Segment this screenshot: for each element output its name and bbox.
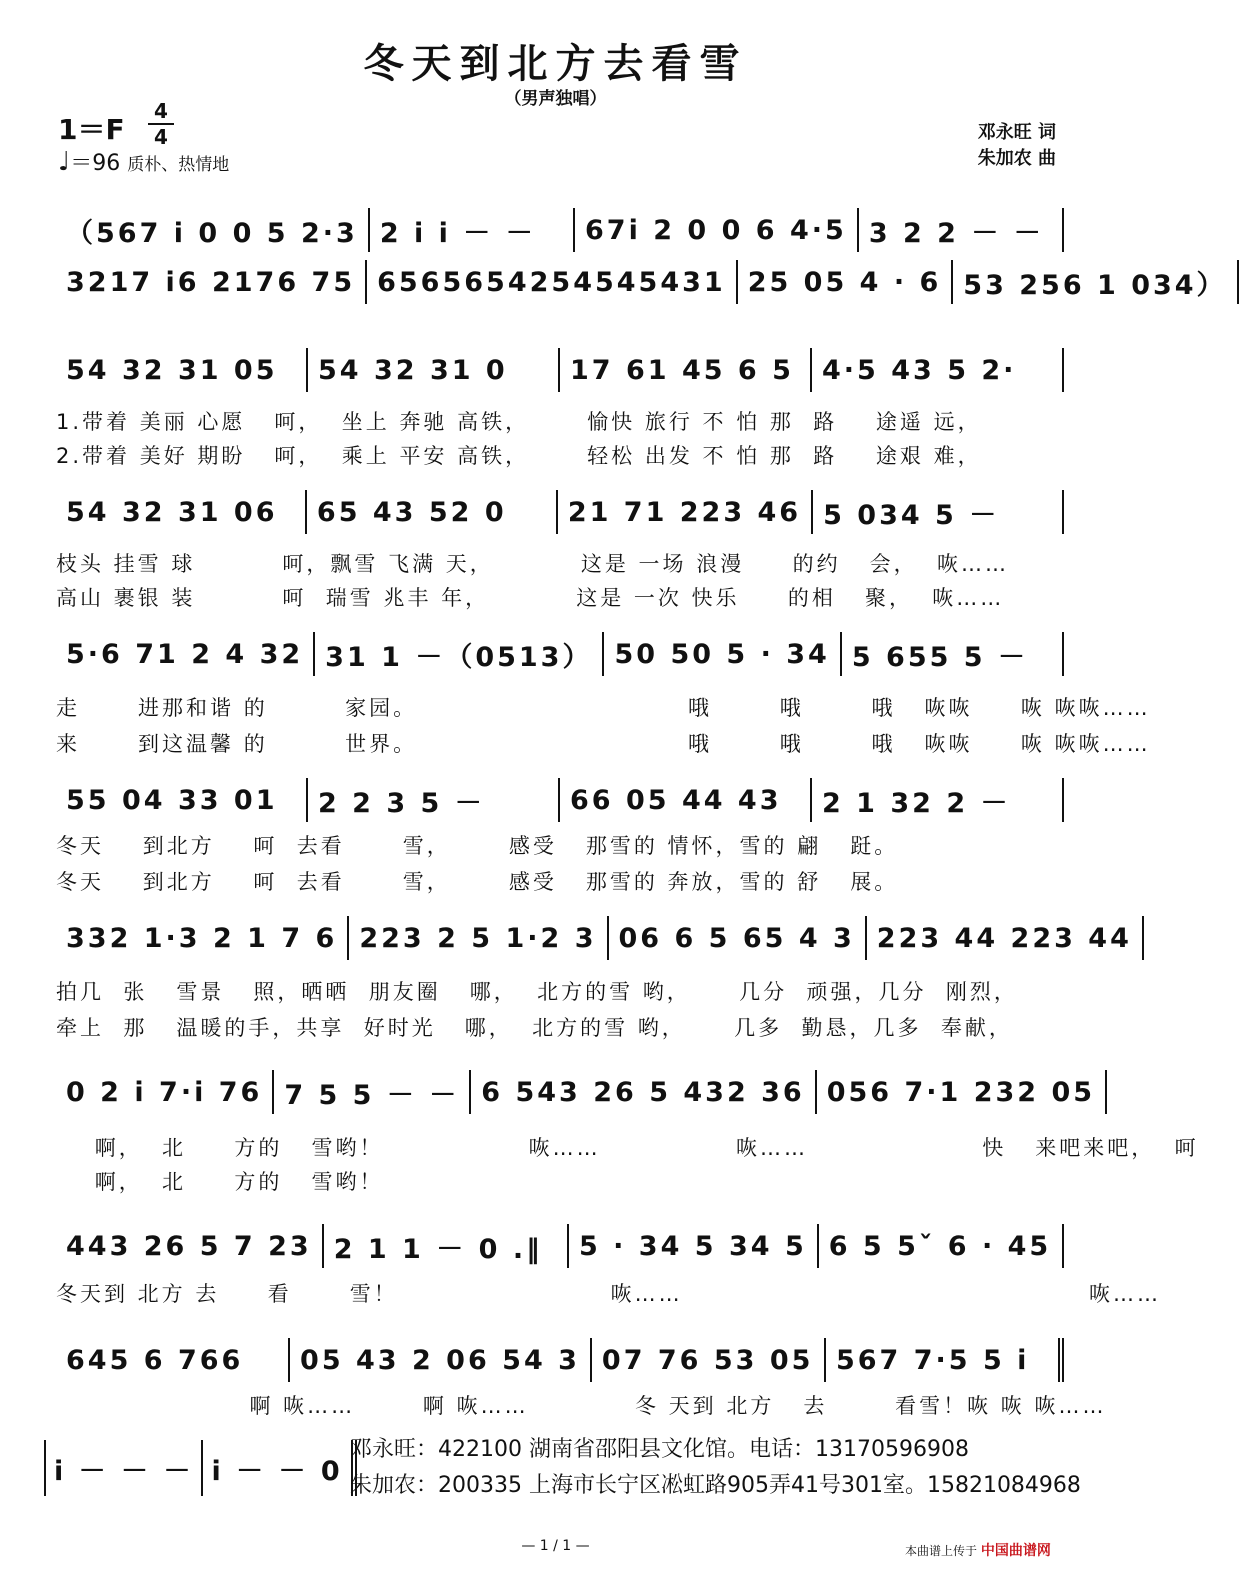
measure: 443 26 5 7 23 (56, 1224, 324, 1268)
lyric-line: 枝头 挂雪 球 呵，飘雪 飞满 天， 这是 一场 浪漫 的约 会， 咴…… (56, 552, 1009, 576)
time-signature (148, 100, 174, 148)
upload-note: 本曲谱上传于 (905, 1544, 978, 1558)
tempo-description: 质朴、热情地 (127, 155, 230, 175)
song-title: 冬天到北方去看雪 (363, 40, 748, 87)
measure: 567 7·5 5 i (826, 1338, 1064, 1382)
measure: 2 1 32 2 － (812, 778, 1064, 822)
lyric-line: 拍几 张 雪景 照，晒晒 朋友圈 哪， 北方的雪 哟， 几分 顽强，几分 刚烈， (56, 980, 1018, 1004)
measure: 54 32 31 06 (56, 490, 307, 534)
contact-composer: 朱加农：200335 上海市长宁区凇虹路905弄41号301室。15821084968 (350, 1473, 1081, 1498)
lyric-line: 冬天 到北方 呵 去看 雪， 感受 那雪的 情怀，雪的 翩 跹。 (56, 834, 899, 858)
measure: 31 1 －（0513） (315, 632, 604, 676)
lyricist-credit: 邓永旺 词 (977, 122, 1056, 143)
tempo-value: ＝96 (70, 151, 121, 176)
lyric-line: 啊， 北 方的 雪哟！ 咴…… 咴…… 快 来吧来吧， 呵 (56, 1136, 1199, 1160)
measure: 25 05 4 · 6 (738, 260, 954, 304)
measure: 2 2 3 5 － (308, 778, 560, 822)
lyric-line: 啊 咴…… 啊 咴…… 冬 天到 北方 去 看雪！咴 咴 咴…… (56, 1394, 1107, 1418)
key-signature: 1＝F (58, 113, 125, 146)
measure: 5 · 34 5 34 5 (569, 1224, 819, 1268)
measure: 21 71 223 46 (558, 490, 813, 534)
ending-measure: i － － 0 (203, 1440, 356, 1496)
staff-line (56, 348, 1064, 392)
measure: 07 76 53 05 (592, 1338, 826, 1382)
staff-line (56, 778, 1064, 822)
staff-line (56, 208, 1064, 252)
upload-watermark (905, 1540, 1051, 1560)
measure: 223 44 223 44 (867, 916, 1144, 960)
measure: 332 1·3 2 1 7 6 (56, 916, 349, 960)
measure: 5 034 5 － (813, 490, 1064, 534)
measure: 66 05 44 43 (560, 778, 812, 822)
measure: 4·5 43 5 2· (812, 348, 1064, 392)
staff-line (56, 1338, 1064, 1382)
staff-line (56, 260, 1227, 304)
measure: （567 i 0 0 5 2·3 (56, 208, 370, 252)
lyric-line: 冬天到 北方 去 看 雪！ 咴…… 咴…… (56, 1282, 1161, 1306)
measure: 056 7·1 232 05 (817, 1070, 1107, 1114)
page-number: — 1 / 1 — (521, 1538, 590, 1554)
staff-line (56, 1070, 1096, 1114)
lyric-line: 1.带着 美丽 心愿 呵， 坐上 奔驰 高铁， 愉快 旅行 不 怕 那 路 途遥 远， (56, 410, 982, 434)
measure: 65 43 52 0 (307, 490, 558, 534)
measure: 5 655 5 － (842, 632, 1064, 676)
song-subtitle: （男声独唱） (504, 89, 607, 109)
measure: 55 04 33 01 (56, 778, 308, 822)
contact-info (350, 1432, 1081, 1504)
measure: 54 32 31 0 (308, 348, 560, 392)
lyric-line: 走 进那和谐 的 家园。 哦 哦 哦 咴咴 咴 咴咴…… (56, 696, 1151, 720)
ending-staff (44, 1440, 343, 1496)
measure: 2 1 1 － 0 .‖ (324, 1224, 569, 1268)
measure: 6 5 5ˇ 6 · 45 (819, 1224, 1064, 1268)
staff-line (56, 490, 1064, 534)
measure: 17 61 45 6 5 (560, 348, 812, 392)
lyric-line: 2.带着 美好 期盼 呵， 乘上 平安 高铁， 轻松 出发 不 怕 那 路 途艰 难， (56, 444, 982, 468)
measure: 5·6 71 2 4 32 (56, 632, 315, 676)
composer-credit: 朱加农 曲 (977, 148, 1056, 169)
lyric-line: 高山 裹银 装 呵 瑞雪 兆丰 年， 这是 一次 快乐 的相 聚， 咴…… (56, 586, 1005, 610)
staff-line (56, 1224, 1064, 1268)
lyric-line: 冬天 到北方 呵 去看 雪， 感受 那雪的 奔放，雪的 舒 展。 (56, 870, 899, 894)
measure: 223 2 5 1·2 3 (349, 916, 608, 960)
lyric-line: 牵上 那 温暖的手，共享 好时光 哪， 北方的雪 哟， 几多 勤恳，几多 奉献， (56, 1016, 1013, 1040)
measure: 0 2 i 7·i 76 (56, 1070, 274, 1114)
measure: 6 543 26 5 432 36 (471, 1070, 816, 1114)
tempo-marking (58, 146, 229, 177)
credits (936, 120, 1056, 172)
measure: 50 50 5 · 34 (604, 632, 841, 676)
measure: 3 2 2 － － (859, 208, 1064, 252)
measure: 6565654254545431 (367, 260, 738, 304)
measure: 645 6 766 (56, 1338, 290, 1382)
measure: 05 43 2 06 54 3 (290, 1338, 592, 1382)
lyric-line: 啊， 北 方的 雪哟！ (56, 1170, 384, 1194)
staff-line (56, 916, 1132, 960)
measure: 06 6 5 65 4 3 (609, 916, 867, 960)
ending-measure: i － － － (44, 1440, 203, 1496)
measure: 54 32 31 05 (56, 348, 308, 392)
quarter-note-icon: ♩ (58, 147, 71, 177)
measure: 2 i i － － (370, 208, 575, 252)
staff-line (56, 632, 1064, 676)
contact-lyricist: 邓永旺：422100 湖南省邵阳县文化馆。电话：13170596908 (350, 1437, 969, 1462)
time-signature-top: 4 (154, 99, 168, 123)
site-logo: 中国曲谱网 (980, 1543, 1051, 1559)
time-signature-bottom: 4 (154, 125, 168, 149)
measure: 67i 2 0 0 6 4·5 (575, 208, 859, 252)
measure: 7 5 5 － － (274, 1070, 471, 1114)
measure: 3217 i6 2176 75 (56, 260, 367, 304)
lyric-line: 来 到这温馨 的 世界。 哦 哦 哦 咴咴 咴 咴咴…… (56, 732, 1151, 756)
measure: 53 256 1 034） (953, 260, 1238, 304)
